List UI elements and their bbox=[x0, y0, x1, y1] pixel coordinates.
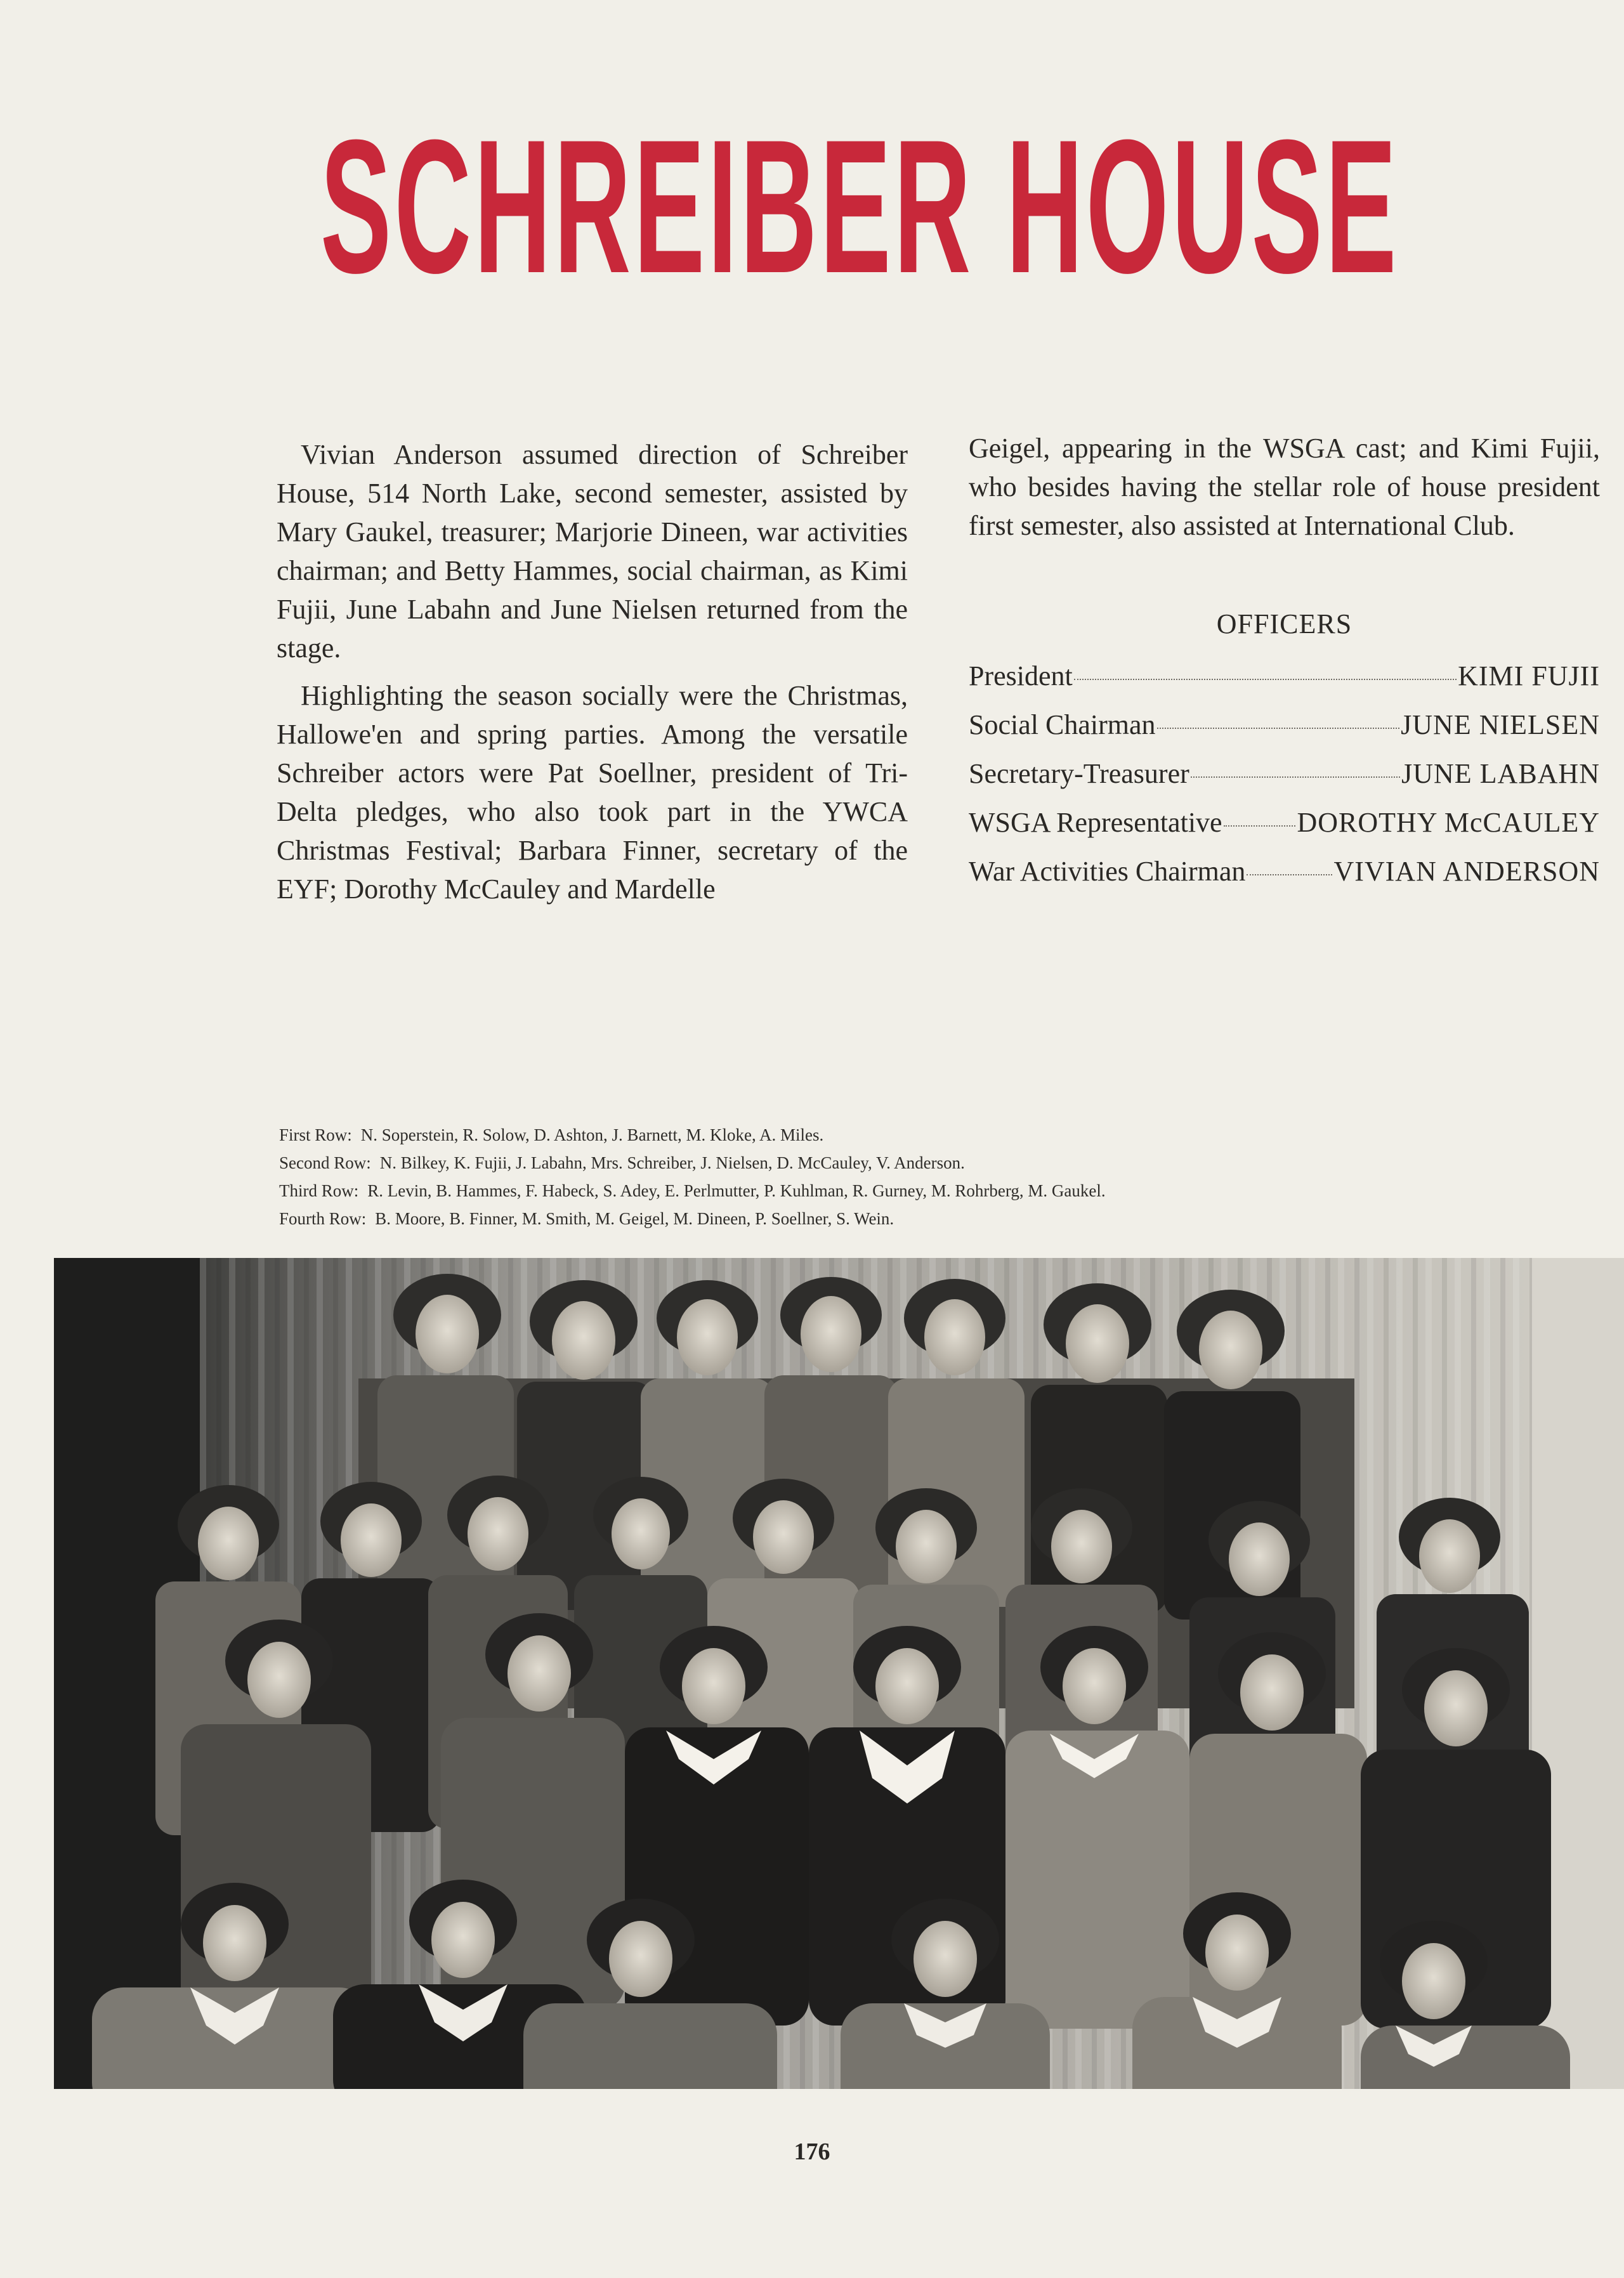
caption-row bbox=[279, 1205, 1548, 1233]
caption-row-names: B. Moore, B. Finner, M. Smith, M. Geigel, M. Dineen, P. Soellner, S. Wein. bbox=[375, 1209, 894, 1228]
caption-row-names: N. Soperstein, R. Solow, D. Ashton, J. Barnett, M. Kloke, A. Miles. bbox=[360, 1125, 824, 1144]
caption-row-label: First Row: bbox=[279, 1125, 352, 1144]
caption-row-label: Fourth Row: bbox=[279, 1209, 367, 1228]
leader-dots bbox=[1247, 874, 1332, 875]
leader-dots bbox=[1074, 679, 1457, 680]
officer-role: Social Chairman bbox=[969, 709, 1156, 740]
caption-row-label: Third Row: bbox=[279, 1181, 359, 1200]
group-photo bbox=[54, 1258, 1624, 2089]
officer-role: President bbox=[969, 660, 1073, 691]
article-left-column bbox=[277, 435, 908, 908]
caption-row-names: R. Levin, B. Hammes, F. Habeck, S. Adey, E. Perlmutter, P. Kuhlman, R. Gurney, M. Rohrberg, M. Gaukel. bbox=[367, 1181, 1106, 1200]
officer-name: JUNE NIELSEN bbox=[1401, 709, 1600, 740]
officer-row bbox=[969, 660, 1600, 709]
caption-row bbox=[279, 1177, 1548, 1205]
officer-row bbox=[969, 806, 1600, 855]
photo-caption bbox=[279, 1121, 1548, 1233]
officer-name: KIMI FUJII bbox=[1458, 660, 1600, 691]
article-paragraph: Vivian Anderson assumed direction of Schreiber House, 514 North Lake, second semester, assisted by Mary Gaukel, treasurer; Marjorie Dineen, war activities chairman; and Betty Hammes, social chairman, as Kimi Fujii, June Labahn and June Nielsen returned from the stage. bbox=[277, 439, 908, 664]
caption-row bbox=[279, 1149, 1548, 1177]
caption-row-names: N. Bilkey, K. Fujii, J. Labahn, Mrs. Schreiber, J. Nielsen, D. McCauley, V. Anderson. bbox=[379, 1153, 965, 1172]
leader-dots bbox=[1191, 776, 1400, 778]
article-paragraph: Highlighting the season socially were the Christmas, Hallowe'en and spring parties. Among the versatile Schreiber actors were Pat Soellner, president of Tri-Delta pledges, who also took part in the YWCA Christmas Festival; Barbara Finner, secretary of the EYF; Dorothy McCauley and Mardelle bbox=[277, 680, 908, 905]
leader-dots bbox=[1224, 825, 1296, 827]
officer-name: DOROTHY McCAULEY bbox=[1297, 807, 1600, 838]
officer-name: VIVIAN ANDERSON bbox=[1333, 856, 1600, 887]
article-right-column bbox=[969, 429, 1600, 545]
officer-row bbox=[969, 855, 1600, 904]
officer-role: Secretary-Treasurer bbox=[969, 758, 1189, 789]
officer-role: War Activities Chairman bbox=[969, 856, 1246, 887]
article-paragraph: Geigel, appearing in the WSGA cast; and Kimi Fujii, who besides having the stellar role of house president first semester, also assisted at International Club. bbox=[969, 433, 1600, 541]
leader-dots bbox=[1157, 728, 1400, 729]
officer-row bbox=[969, 709, 1600, 757]
group-photo-image bbox=[54, 1258, 1624, 2089]
officer-name: JUNE LABAHN bbox=[1401, 758, 1600, 789]
officers-list bbox=[969, 660, 1600, 904]
officers-heading: OFFICERS bbox=[1216, 608, 1352, 639]
page-title: SCHREIBER HOUSE bbox=[320, 100, 1399, 313]
officer-role: WSGA Representative bbox=[969, 807, 1222, 838]
caption-row-label: Second Row: bbox=[279, 1153, 371, 1172]
caption-row bbox=[279, 1121, 1548, 1149]
page-number: 176 bbox=[794, 2138, 830, 2165]
officer-row bbox=[969, 757, 1600, 806]
